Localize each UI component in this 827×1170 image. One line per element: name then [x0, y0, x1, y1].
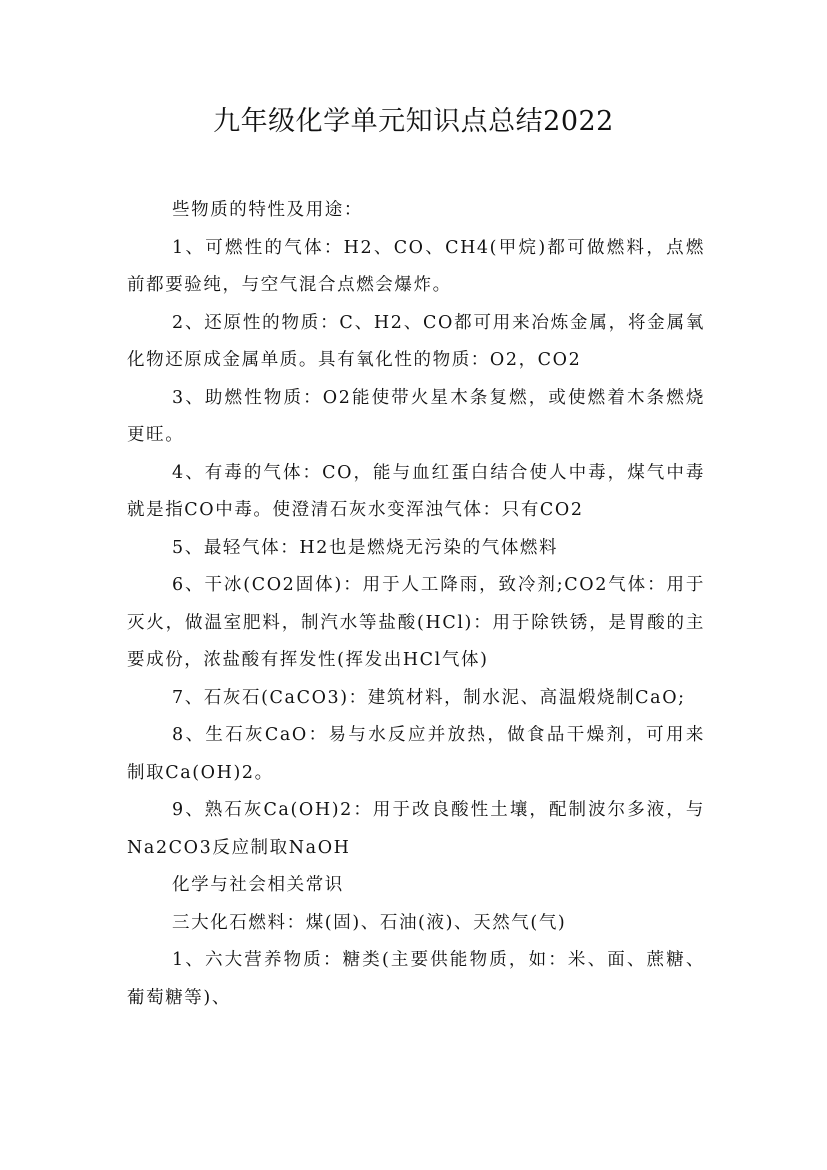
paragraph-lightest-gas: 5、最轻气体：H2也是燃烧无污染的气体燃料: [172, 537, 559, 558]
paragraph-reducing-substances: 2、还原性的物质：C、H2、CO都可用来冶炼金属，将金属氧化物还原成金属单质。具有氧化性的物质：O2，CO2: [127, 312, 705, 370]
paragraph-combustible-gases: 1、可燃性的气体：H2、CO、CH4(甲烷)都可做燃料，点燃前都要验纯，与空气混合点燃会爆炸。: [127, 237, 705, 295]
paragraph-nutrients: 1、六大营养物质：糖类(主要供能物质，如：米、面、蔗糖、葡萄糖等)、: [127, 950, 705, 1008]
paragraph-dry-ice: 6、干冰(CO2固体)：用于人工降雨，致冷剂;CO2气体：用于灭火，做温室肥料，制汽水等盐酸(HCl)：用于除铁锈，是胃酸的主要成份，浓盐酸有挥发性(挥发出HCl气体): [127, 575, 705, 670]
paragraph-combustion-supporting: 3、助燃性物质：O2能使带火星木条复燃，或使燃着木条燃烧更旺。: [127, 387, 705, 445]
document-body: [127, 192, 705, 1017]
paragraph-intro: 些物质的特性及用途：: [172, 200, 363, 220]
paragraph-quicklime: 8、生石灰CaO：易与水反应并放热，做食品干燥剂，可用来制取Ca(OH)2。: [127, 725, 705, 783]
paragraph-section-heading: 化学与社会相关常识: [172, 875, 344, 895]
paragraph-fossil-fuels: 三大化石燃料：煤(固)、石油(液)、天然气(气): [172, 912, 567, 933]
document-title: 九年级化学单元知识点总结2022: [213, 106, 614, 137]
paragraph-limestone: 7、石灰石(CaCO3)：建筑材料，制水泥、高温煅烧制CaO;: [172, 687, 686, 708]
paragraph-slaked-lime: 9、熟石灰Ca(OH)2：用于改良酸性土壤，配制波尔多液，与Na2CO3反应制取NaOH: [127, 800, 705, 858]
paragraph-toxic-gas: 4、有毒的气体：CO，能与血红蛋白结合使人中毒，煤气中毒就是指CO中毒。使澄清石灰水变浑浊气体：只有CO2: [127, 462, 705, 520]
